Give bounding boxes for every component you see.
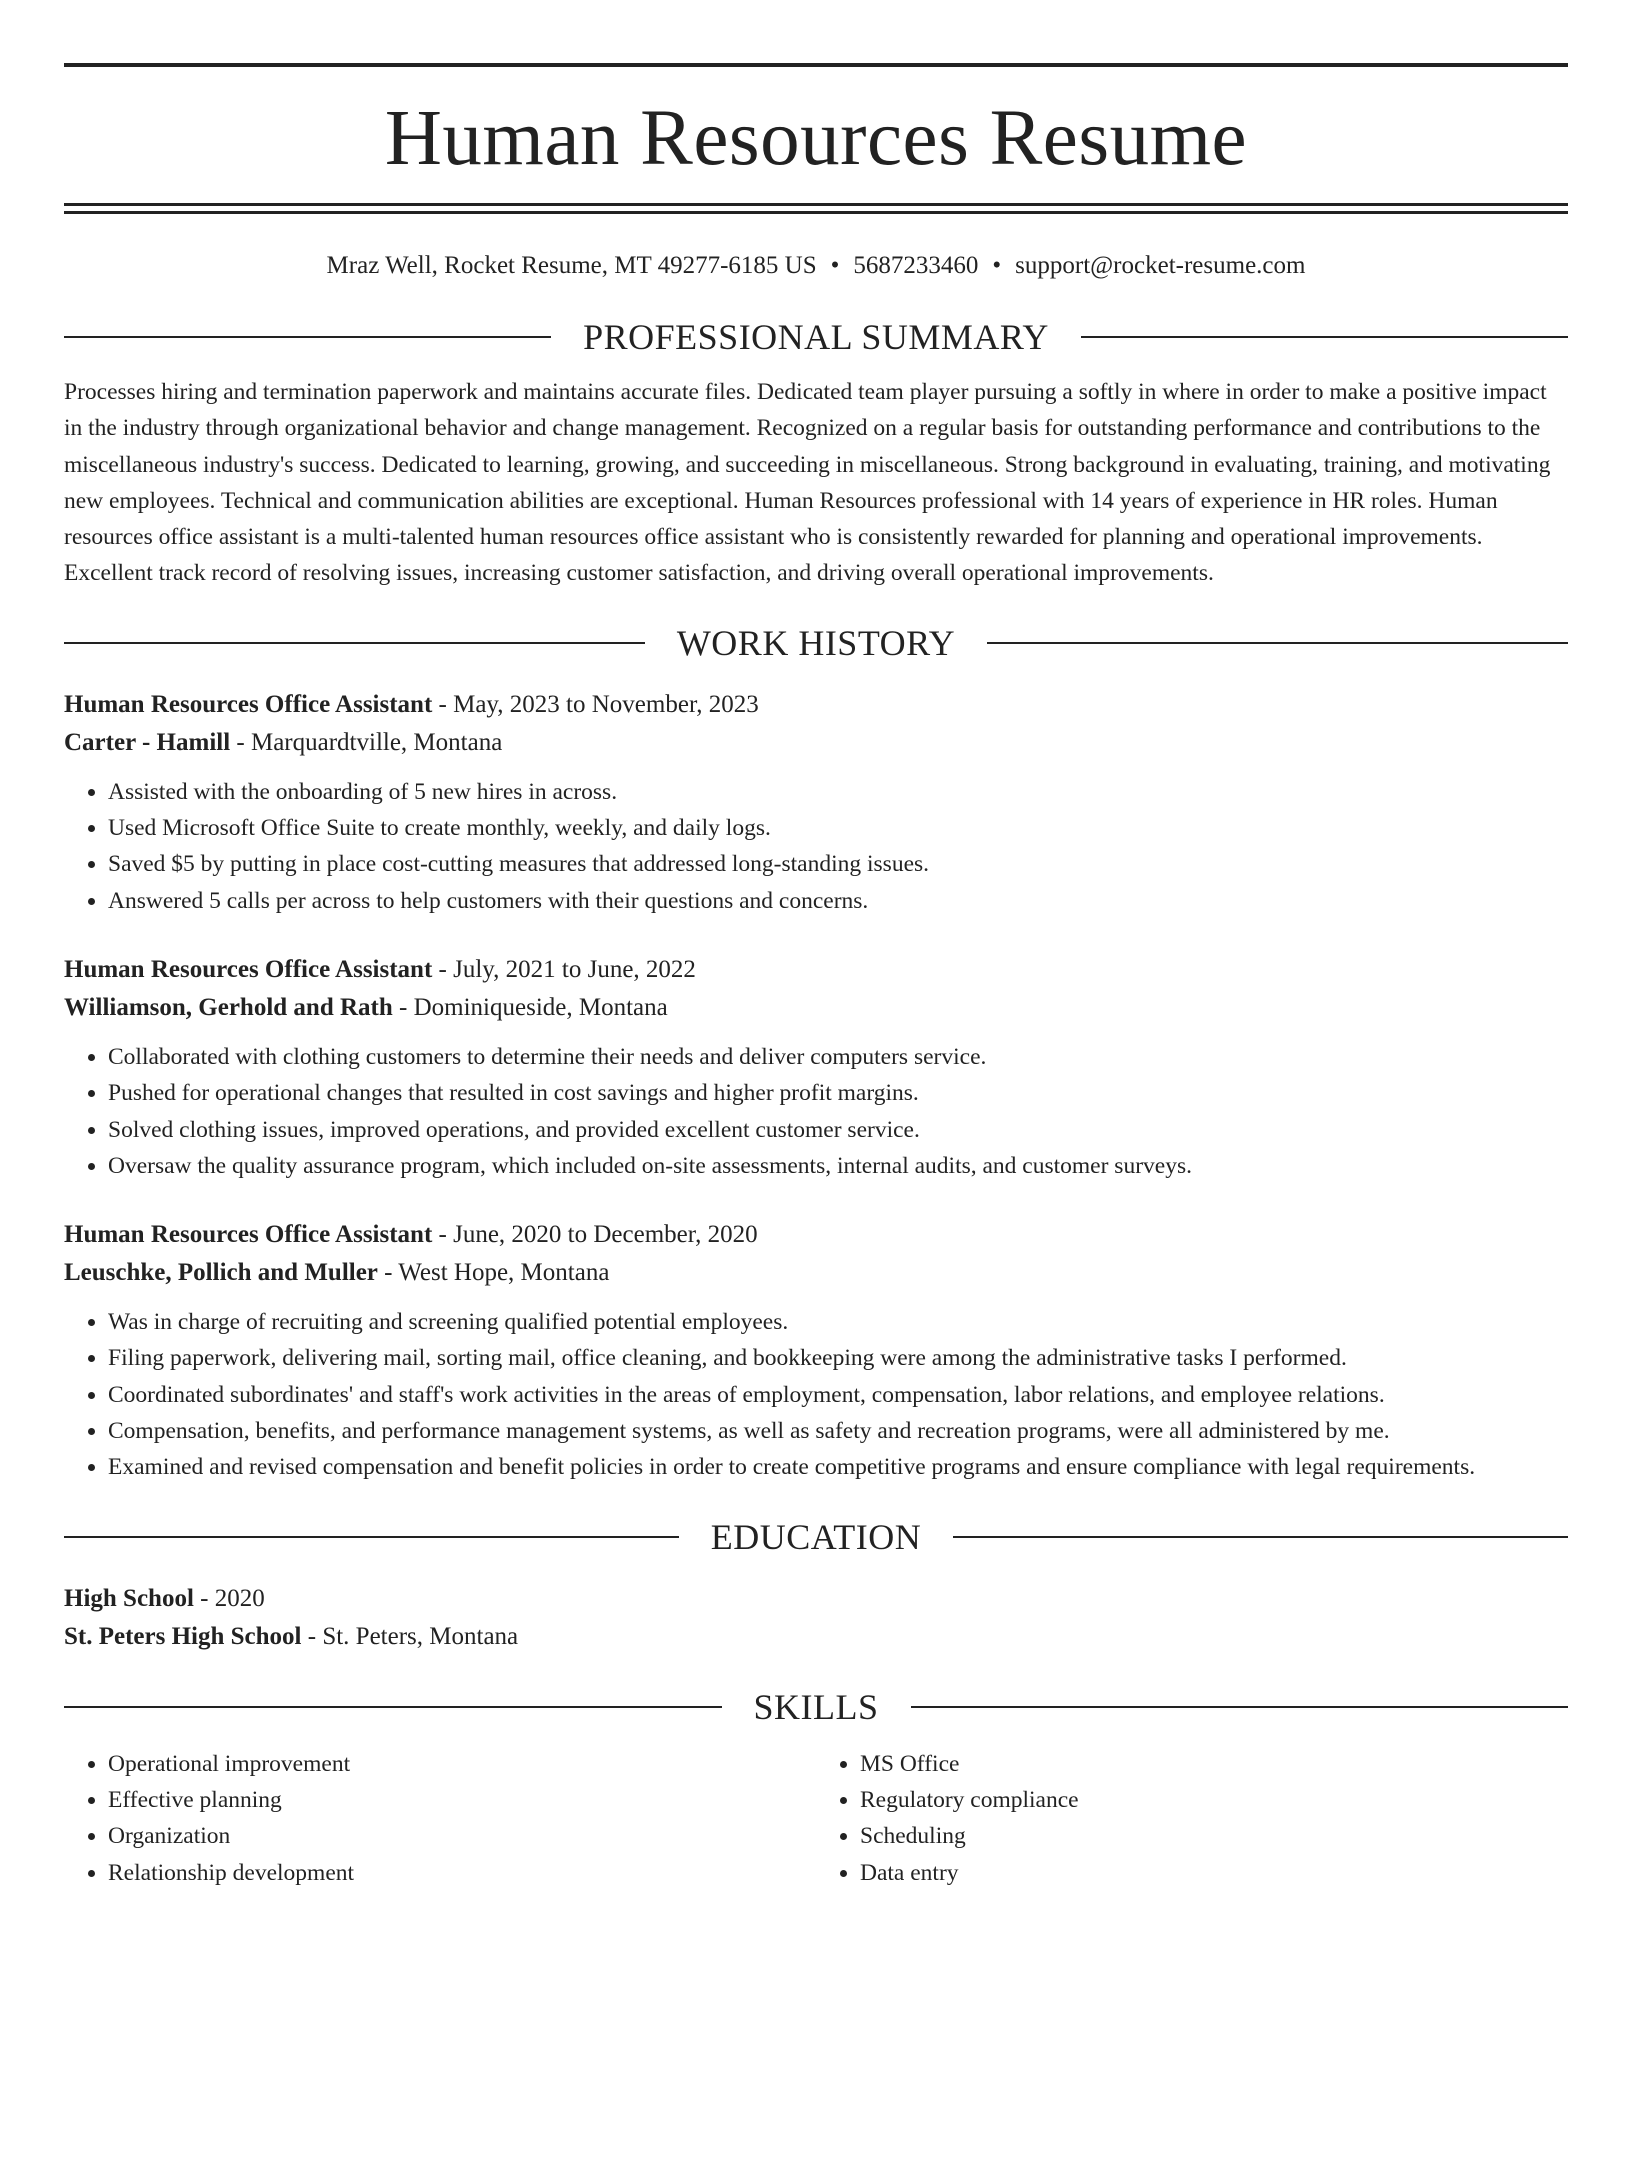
- skills-grid: [64, 1746, 1568, 1891]
- contact-separator: •: [992, 252, 1002, 279]
- skill-item: • Relationship development: [108, 1855, 816, 1891]
- job-location: - Dominiqueside, Montana: [392, 993, 668, 1021]
- divider-line: [953, 1536, 1568, 1538]
- education-entry: [64, 1580, 1568, 1656]
- contact-line: [64, 246, 1568, 286]
- list-item: • Collaborated with clothing customers to determine their needs and deliver computers service.: [108, 1039, 1568, 1075]
- education-section-title: EDUCATION: [710, 1516, 922, 1557]
- divider-line: [64, 336, 551, 338]
- divider-line: [1081, 336, 1568, 338]
- education-location: - St. Peters, Montana: [301, 1622, 519, 1650]
- list-item: • Was in charge of recruiting and screening qualified potential employees.: [108, 1304, 1568, 1340]
- job-title-line: [64, 686, 1568, 724]
- contact-address: Mraz Well, Rocket Resume, MT 49277-6185 US: [326, 252, 817, 279]
- job-bullets: [64, 774, 1568, 919]
- job-location: - Marquardtville, Montana: [230, 728, 503, 756]
- list-item: • Examined and revised compensation and benefit policies in order to create competitive programs and ensure compliance with legal requirements.: [108, 1449, 1568, 1485]
- list-item: • Coordinated subordinates' and staff's work activities in the areas of employment, compensation, labor relations, and employee relations.: [108, 1377, 1568, 1413]
- job-dates: - June, 2020 to December, 2020: [432, 1221, 758, 1249]
- skill-item: • Operational improvement: [108, 1746, 816, 1782]
- resume-page: [0, 63, 1632, 2175]
- title-double-rule: [64, 203, 1568, 214]
- skills-right-column: [816, 1746, 1568, 1891]
- list-item: • Used Microsoft Office Suite to create monthly, weekly, and daily logs.: [108, 810, 1568, 846]
- summary-section-title: PROFESSIONAL SUMMARY: [583, 317, 1049, 357]
- education-degree: High School: [64, 1584, 194, 1612]
- job-bullets: [64, 1304, 1568, 1485]
- job-company-line: [64, 989, 1568, 1027]
- contact-separator: •: [830, 252, 840, 279]
- job-bullets: [64, 1039, 1568, 1184]
- job-dates: - July, 2021 to June, 2022: [432, 955, 696, 983]
- job-entry: [64, 686, 1568, 919]
- summary-text: Processes hiring and termination paperwork and maintains accurate files. Dedicated team player pursuing a softly in where in order to make a positive impact in the industry through organizational behavior and change management. Recognized on a regular basis for outstanding performance and contributions to the miscellaneous industry's success. Dedicated to learning, growing, and succeeding in miscellaneous. Strong background in evaluating, training, and motivating new employees. Technical and communication abilities are exceptional. Human Resources professional with 14 years of experience in HR roles. Human resources office assistant is a multi-talented human resources office assistant who is consistently rewarded for planning and operational improvements. Excellent track record of resolving issues, increasing customer satisfaction, and driving overall operational improvements.: [64, 379, 1551, 587]
- contact-email: support@rocket-resume.com: [1015, 252, 1306, 279]
- list-item: • Answered 5 calls per across to help customers with their questions and concerns.: [108, 883, 1568, 919]
- list-item: • Assisted with the onboarding of 5 new hires in across.: [108, 774, 1568, 810]
- contact-phone: 5687233460: [853, 252, 979, 279]
- skill-item: • Regulatory compliance: [860, 1782, 1568, 1818]
- job-location: - West Hope, Montana: [377, 1259, 610, 1287]
- job-entry: [64, 1216, 1568, 1485]
- skill-item: • Scheduling: [860, 1818, 1568, 1854]
- job-company-line: [64, 1254, 1568, 1292]
- list-item: • Filing paperwork, delivering mail, sorting mail, office cleaning, and bookkeeping were among the administrative tasks I performed.: [108, 1340, 1568, 1376]
- job-title: Human Resources Office Assistant: [64, 955, 433, 983]
- job-company-line: [64, 724, 1568, 762]
- job-title-line: [64, 951, 1568, 989]
- job-company: Leuschke, Pollich and Muller: [64, 1259, 378, 1287]
- list-item: • Compensation, benefits, and performance management systems, as well as safety and recreation programs, were all administered by me.: [108, 1413, 1568, 1449]
- education-degree-line: [64, 1580, 1568, 1618]
- skill-item: • Organization: [108, 1818, 816, 1854]
- divider-line: [64, 1536, 679, 1538]
- skills-section-title: SKILLS: [753, 1686, 879, 1727]
- job-dates: - May, 2023 to November, 2023: [432, 690, 759, 718]
- list-item: • Saved $5 by putting in place cost-cutting measures that addressed long-standing issues.: [108, 846, 1568, 882]
- divider-line: [911, 1706, 1569, 1708]
- education-year: - 2020: [193, 1584, 265, 1612]
- summary-section-header: [64, 310, 1568, 364]
- job-title-line: [64, 1216, 1568, 1254]
- education-section-header: [64, 1510, 1568, 1564]
- job-company: Carter - Hamill: [64, 728, 231, 756]
- divider-line: [987, 642, 1568, 644]
- divider-line: [64, 1706, 722, 1708]
- skill-item: • Data entry: [860, 1855, 1568, 1891]
- work-section-title: WORK HISTORY: [676, 622, 956, 663]
- job-company: Williamson, Gerhold and Rath: [64, 993, 393, 1021]
- job-entry: [64, 951, 1568, 1184]
- job-title: Human Resources Office Assistant: [64, 690, 433, 718]
- list-item: • Pushed for operational changes that resulted in cost savings and higher profit margins.: [108, 1075, 1568, 1111]
- list-item: • Oversaw the quality assurance program, which included on-site assessments, internal audits, and customer surveys.: [108, 1148, 1568, 1184]
- page-title: Human Resources Resume: [384, 95, 1248, 182]
- list-item: • Solved clothing issues, improved operations, and provided excellent customer service.: [108, 1112, 1568, 1148]
- skill-item: • Effective planning: [108, 1782, 816, 1818]
- job-title: Human Resources Office Assistant: [64, 1221, 433, 1249]
- work-section-header: [64, 616, 1568, 670]
- education-school: St. Peters High School: [64, 1622, 302, 1650]
- skills-section-header: [64, 1680, 1568, 1734]
- top-rule: [64, 63, 1568, 67]
- education-school-line: [64, 1618, 1568, 1656]
- skills-left-column: [64, 1746, 816, 1891]
- divider-line: [64, 642, 645, 644]
- skill-item: • MS Office: [860, 1746, 1568, 1782]
